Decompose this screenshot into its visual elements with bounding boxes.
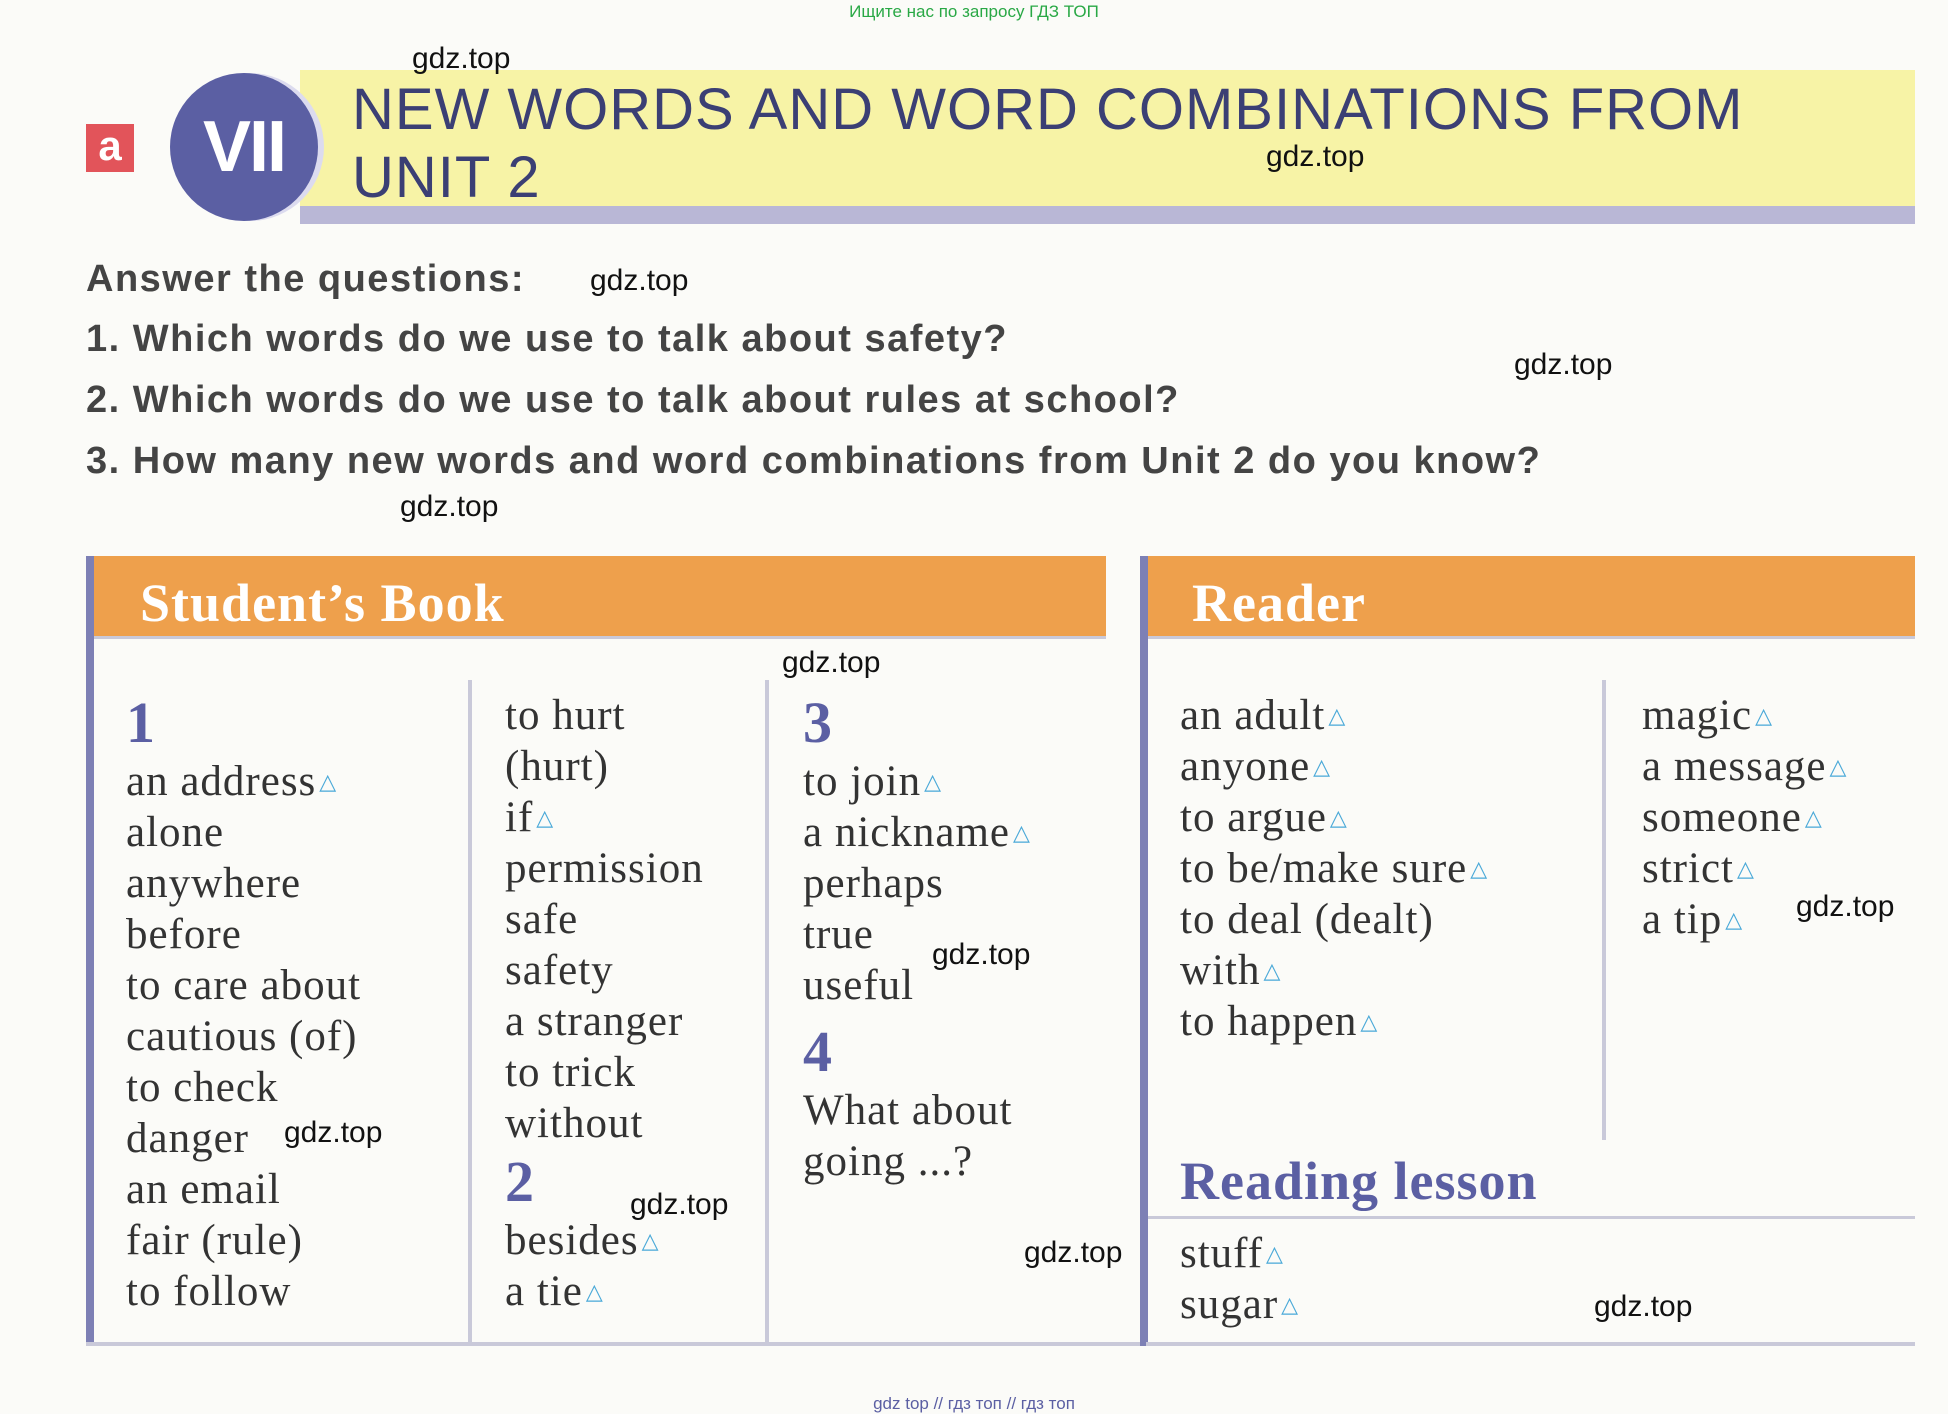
- word: someone △: [1642, 794, 1823, 841]
- reader-marker-icon: △: [1329, 805, 1348, 830]
- page-title: [352, 76, 1743, 212]
- reader-marker-icon: △: [1360, 1009, 1379, 1034]
- word: to be/make sure △: [1180, 845, 1489, 892]
- word: an email: [126, 1166, 281, 1213]
- word: to trick: [505, 1049, 636, 1096]
- group-number-3: 3: [803, 690, 833, 755]
- title-line-1: NEW WORDS AND WORD COMBINATIONS FROM: [352, 77, 1744, 142]
- word: safe: [505, 896, 579, 943]
- section-number-circle: VII: [170, 73, 318, 221]
- word: an adult △: [1180, 692, 1347, 739]
- group-number-2: 2: [505, 1149, 535, 1214]
- reader-marker-icon: △: [1013, 820, 1031, 845]
- section-badge-icon: a: [86, 124, 134, 172]
- word: cautious (of): [126, 1013, 358, 1060]
- word: to happen △: [1180, 998, 1379, 1045]
- group-number-1: 1: [126, 690, 156, 755]
- reader-marker-icon: △: [1313, 754, 1332, 779]
- reader-header-underline: [1148, 636, 1915, 639]
- word: a tie △: [505, 1268, 604, 1315]
- reader-marker-icon: △: [1470, 856, 1489, 881]
- reader-marker-icon: △: [1281, 1292, 1300, 1317]
- reader-marker-icon: △: [1263, 958, 1282, 983]
- reader-column-1: [1180, 690, 1488, 1047]
- word: useful: [803, 962, 915, 1009]
- students-book-header-underline: [94, 636, 1106, 639]
- word: to follow: [126, 1268, 292, 1315]
- question-3: 3. How many new words and word combinations from Unit 2 do you know?: [86, 440, 1542, 482]
- word: perhaps: [803, 860, 944, 907]
- word: with △: [1180, 947, 1282, 994]
- word: to argue △: [1180, 794, 1348, 841]
- title-line-2: UNIT 2: [352, 145, 541, 210]
- word: fair (rule): [126, 1217, 303, 1264]
- questions-heading: Answer the questions:: [86, 258, 525, 300]
- word: strict △: [1642, 845, 1755, 892]
- word: before: [126, 911, 242, 958]
- group-number-4: 4: [803, 1019, 833, 1084]
- word: to hurt: [505, 692, 626, 739]
- watermark: gdz.top: [590, 264, 689, 297]
- word: alone: [126, 809, 225, 856]
- word: to deal (dealt): [1180, 896, 1434, 943]
- question-2: 2. Which words do we use to talk about rules at school?: [86, 379, 1180, 421]
- watermark: gdz.top: [1024, 1236, 1123, 1269]
- reader-column-divider: [1602, 680, 1606, 1140]
- word: a nickname △: [803, 809, 1031, 856]
- watermark: gdz.top: [932, 938, 1031, 971]
- reader-marker-icon: △: [1829, 754, 1848, 779]
- watermark: gdz.top: [1594, 1290, 1693, 1323]
- column-divider-1: [468, 680, 472, 1342]
- reader-marker-icon: △: [641, 1228, 660, 1253]
- word: to check: [126, 1064, 279, 1111]
- watermark: gdz.top: [1514, 348, 1613, 381]
- students-book-bottom-border: [86, 1342, 1146, 1346]
- word: an address △: [126, 758, 338, 805]
- word: a tip △: [1642, 896, 1744, 943]
- reader-bottom-border: [1146, 1342, 1915, 1346]
- footer-watermark: gdz top // гдз топ // гдз топ: [873, 1394, 1075, 1413]
- reader-title: Reader: [1192, 573, 1366, 633]
- word: permission: [505, 845, 704, 892]
- watermark: gdz.top: [412, 42, 511, 75]
- word: if △: [505, 794, 555, 841]
- reading-lesson-title: Reading lesson: [1180, 1151, 1538, 1211]
- sb-column-2: [505, 690, 704, 1317]
- watermark: gdz.top: [782, 646, 881, 679]
- word: going ...?: [803, 1138, 974, 1185]
- word: safety: [505, 947, 614, 994]
- watermark: gdz.top: [1266, 140, 1365, 173]
- watermark: gdz.top: [400, 490, 499, 523]
- word: (hurt): [505, 743, 609, 790]
- word: stuff △: [1180, 1230, 1284, 1277]
- students-book-title: Student’s Book: [140, 573, 505, 633]
- watermark: gdz.top: [630, 1188, 729, 1221]
- column-divider-2: [765, 680, 769, 1342]
- search-banner: Ищите нас по запросу ГДЗ ТОП: [849, 2, 1099, 21]
- word: true: [803, 911, 874, 958]
- reading-lesson-underline: [1148, 1216, 1915, 1219]
- watermark: gdz.top: [1796, 890, 1895, 923]
- word: without: [505, 1100, 644, 1147]
- question-1: 1. Which words do we use to talk about safety?: [86, 318, 1009, 360]
- sb-column-1: [126, 690, 361, 1317]
- reader-marker-icon: △: [585, 1279, 604, 1304]
- reader-marker-icon: △: [1804, 805, 1823, 830]
- word: besides △: [505, 1217, 660, 1264]
- reader-marker-icon: △: [1755, 703, 1773, 728]
- reader-marker-icon: △: [536, 805, 555, 830]
- students-book-left-border: [86, 556, 94, 1346]
- word: a message △: [1642, 743, 1848, 790]
- reader-marker-icon: △: [1725, 907, 1744, 932]
- watermark: gdz.top: [284, 1116, 383, 1149]
- reader-marker-icon: △: [319, 769, 338, 794]
- word: magic △: [1642, 692, 1773, 739]
- reading-lesson-words: [1180, 1228, 1299, 1330]
- word: to care about: [126, 962, 362, 1009]
- reader-marker-icon: △: [924, 769, 943, 794]
- reader-left-border: [1140, 556, 1148, 1346]
- reader-marker-icon: △: [1736, 856, 1755, 881]
- word: to join △: [803, 758, 943, 805]
- word: anyone △: [1180, 743, 1332, 790]
- word: anywhere: [126, 860, 302, 907]
- word: What about: [803, 1087, 1013, 1134]
- word: danger: [126, 1115, 249, 1162]
- reader-marker-icon: △: [1266, 1241, 1284, 1266]
- word: a stranger: [505, 998, 684, 1045]
- word: sugar △: [1180, 1281, 1300, 1328]
- reader-marker-icon: △: [1328, 703, 1347, 728]
